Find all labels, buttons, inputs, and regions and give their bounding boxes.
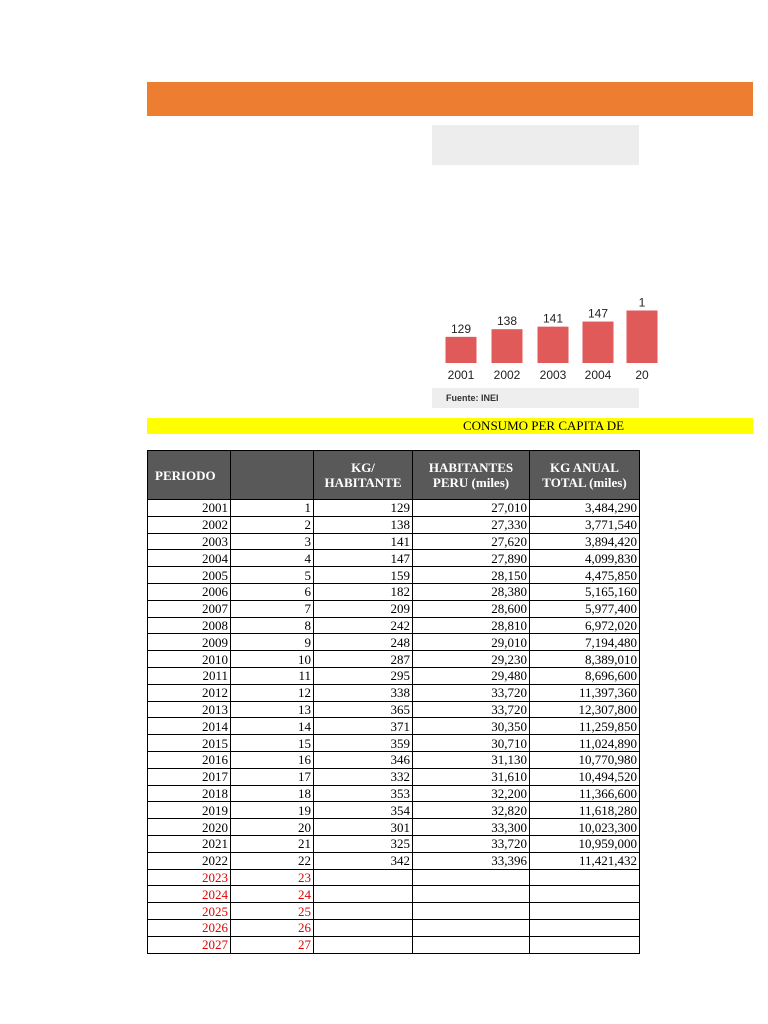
cell-habitantes: 31,130 [413,751,530,768]
cell-kg-anual: 6,972,020 [530,617,640,634]
header-line: PERIODO [155,467,216,483]
table-row [148,550,640,567]
cell-kg-anual: 4,475,850 [530,567,640,584]
chart-bar [583,322,614,363]
cell-kg-habitante: 354 [314,802,413,819]
cell-index: 3 [231,533,314,550]
cell-habitantes [413,903,530,920]
cell-kg-habitante [314,903,413,920]
chart-category-label: 2001 [447,368,475,382]
chart-category-label: 2003 [539,368,567,382]
chart-category-label: 2002 [493,368,521,382]
table-row [148,751,640,768]
cell-index: 10 [231,651,314,668]
cell-index: 21 [231,835,314,852]
cell-kg-habitante [314,919,413,936]
bar-chart-svg [432,295,649,408]
cell-habitantes [413,936,530,953]
cell-kg-habitante: 182 [314,583,413,600]
cell-periodo: 2012 [148,684,231,701]
chart-bar [446,337,477,363]
consumption-table [147,450,640,954]
cell-periodo: 2027 [148,936,231,953]
cell-periodo: 2017 [148,768,231,785]
cell-periodo: 2022 [148,852,231,869]
cell-habitantes: 27,620 [413,533,530,550]
cell-habitantes: 31,610 [413,768,530,785]
cell-periodo: 2015 [148,735,231,752]
cell-habitantes: 33,720 [413,701,530,718]
cell-kg-habitante: 332 [314,768,413,785]
table-header-row [148,451,640,500]
cell-habitantes: 33,720 [413,684,530,701]
cell-kg-anual: 10,959,000 [530,835,640,852]
chart-data-label: 1 [638,295,646,310]
cell-periodo: 2006 [148,583,231,600]
cell-index: 16 [231,751,314,768]
cell-index: 26 [231,919,314,936]
cell-habitantes: 28,380 [413,583,530,600]
cell-kg-habitante: 159 [314,567,413,584]
cell-kg-habitante: 353 [314,785,413,802]
chart-data-label: 141 [542,311,564,326]
cell-kg-anual: 8,389,010 [530,651,640,668]
table-row [148,835,640,852]
cell-kg-anual: 11,397,360 [530,684,640,701]
table-row [148,651,640,668]
cell-kg-anual [530,903,640,920]
cell-habitantes: 28,600 [413,600,530,617]
cell-habitantes: 29,010 [413,634,530,651]
cell-kg-habitante: 301 [314,819,413,836]
cell-habitantes: 27,890 [413,550,530,567]
cell-periodo: 2018 [148,785,231,802]
cell-kg-anual: 11,618,280 [530,802,640,819]
cell-kg-habitante: 138 [314,516,413,533]
cell-kg-anual: 8,696,600 [530,667,640,684]
cell-index: 25 [231,903,314,920]
table-row [148,785,640,802]
cell-kg-habitante: 129 [314,500,413,517]
cell-kg-anual: 7,194,480 [530,634,640,651]
cell-index: 13 [231,701,314,718]
cell-kg-anual: 11,024,890 [530,735,640,752]
cell-periodo: 2023 [148,869,231,886]
chart-category-label: 2004 [584,368,612,382]
table-row [148,819,640,836]
cell-kg-habitante: 209 [314,600,413,617]
table-title: CONSUMO PER CAPITA DE [463,418,625,433]
cell-habitantes: 33,396 [413,852,530,869]
cell-periodo: 2013 [148,701,231,718]
cell-habitantes: 27,330 [413,516,530,533]
table-row [148,634,640,651]
header-index [231,451,314,500]
cell-index: 18 [231,785,314,802]
cell-habitantes: 33,300 [413,819,530,836]
cell-periodo: 2026 [148,919,231,936]
cell-kg-habitante: 342 [314,852,413,869]
cell-kg-anual: 11,421,432 [530,852,640,869]
cell-periodo: 2019 [148,802,231,819]
cell-index: 1 [231,500,314,517]
table-row [148,936,640,953]
cell-periodo: 2025 [148,903,231,920]
cell-kg-anual [530,869,640,886]
cell-periodo: 2021 [148,835,231,852]
cell-periodo: 2016 [148,751,231,768]
cell-index: 6 [231,583,314,600]
cell-kg-habitante [314,869,413,886]
cell-periodo: 2003 [148,533,231,550]
cell-index: 9 [231,634,314,651]
cell-kg-habitante: 346 [314,751,413,768]
cell-kg-anual: 3,484,290 [530,500,640,517]
table-row [148,886,640,903]
cell-habitantes: 28,150 [413,567,530,584]
cell-habitantes: 30,710 [413,735,530,752]
chart-source-note: Fuente: INEI [446,393,499,403]
chart-data-label: 147 [587,306,609,321]
cell-kg-anual: 11,259,850 [530,718,640,735]
cell-index: 23 [231,869,314,886]
cell-habitantes: 32,820 [413,802,530,819]
table-row [148,735,640,752]
table-row [148,869,640,886]
cell-index: 11 [231,667,314,684]
table-row [148,701,640,718]
table-row [148,718,640,735]
header-kg-anual [530,451,640,500]
header-line: TOTAL (miles) [542,475,627,490]
cell-periodo: 2014 [148,718,231,735]
chart-data-label: 138 [496,314,518,329]
cell-habitantes: 29,230 [413,651,530,668]
cell-kg-anual: 12,307,800 [530,701,640,718]
header-kg-habitante [314,451,413,500]
cell-periodo: 2010 [148,651,231,668]
cell-kg-anual: 3,894,420 [530,533,640,550]
cell-index: 24 [231,886,314,903]
cell-kg-habitante [314,886,413,903]
cell-periodo: 2009 [148,634,231,651]
embedded-bar-chart [432,295,649,408]
cell-kg-anual: 11,366,600 [530,785,640,802]
cell-kg-anual: 10,494,520 [530,768,640,785]
cell-habitantes: 29,480 [413,667,530,684]
cell-index: 27 [231,936,314,953]
cell-index: 17 [231,768,314,785]
cell-kg-anual: 3,771,540 [530,516,640,533]
cell-kg-habitante: 147 [314,550,413,567]
cell-habitantes: 32,200 [413,785,530,802]
header-line: PERU (miles) [432,475,510,490]
cell-periodo: 2004 [148,550,231,567]
cell-periodo: 2002 [148,516,231,533]
table-row [148,903,640,920]
cell-periodo: 2008 [148,617,231,634]
table-row [148,583,640,600]
header-periodo [148,451,231,500]
cell-habitantes [413,869,530,886]
cell-kg-anual: 4,099,830 [530,550,640,567]
cell-index: 14 [231,718,314,735]
cell-kg-habitante: 365 [314,701,413,718]
cell-index: 22 [231,852,314,869]
cell-habitantes [413,886,530,903]
cell-kg-habitante: 338 [314,684,413,701]
table-row [148,600,640,617]
table-row [148,617,640,634]
cell-periodo: 2011 [148,667,231,684]
header-habitantes [413,451,530,500]
cell-index: 4 [231,550,314,567]
chart-category-label: 20 [635,368,649,382]
cell-kg-habitante: 248 [314,634,413,651]
table-row [148,567,640,584]
chart-bar [627,311,658,364]
cell-kg-habitante: 242 [314,617,413,634]
table-row [148,500,640,517]
cell-kg-habitante: 325 [314,835,413,852]
cell-index: 7 [231,600,314,617]
chart-data-label: 129 [450,321,472,336]
cell-habitantes: 33,720 [413,835,530,852]
cell-periodo: 2024 [148,886,231,903]
cell-kg-anual [530,886,640,903]
cell-kg-habitante: 141 [314,533,413,550]
cell-periodo: 2001 [148,500,231,517]
table-row [148,684,640,701]
table-row [148,667,640,684]
cell-kg-habitante: 371 [314,718,413,735]
header-line: HABITANTES [428,460,514,475]
table-row [148,516,640,533]
cell-kg-habitante: 287 [314,651,413,668]
orange-header-bar [147,82,753,116]
cell-kg-anual: 5,977,400 [530,600,640,617]
cell-index: 8 [231,617,314,634]
cell-index: 15 [231,735,314,752]
yellow-title-clip [147,418,639,434]
cell-index: 19 [231,802,314,819]
cell-kg-anual [530,936,640,953]
table-row [148,768,640,785]
header-line: KG/ [351,460,375,475]
cell-habitantes: 28,810 [413,617,530,634]
cell-habitantes [413,919,530,936]
cell-kg-anual: 10,023,300 [530,819,640,836]
cell-kg-anual [530,919,640,936]
chart-bar [538,327,569,363]
table-row [148,919,640,936]
cell-kg-habitante: 295 [314,667,413,684]
cell-kg-anual: 5,165,160 [530,583,640,600]
gray-placeholder-box [432,125,639,165]
chart-bar [492,329,523,363]
cell-habitantes: 27,010 [413,500,530,517]
cell-index: 12 [231,684,314,701]
cell-habitantes: 30,350 [413,718,530,735]
table-row [148,802,640,819]
header-line: HABITANTE [324,475,402,490]
header-line: KG ANUAL [550,460,619,475]
cell-kg-habitante [314,936,413,953]
table-row [148,852,640,869]
cell-kg-anual: 10,770,980 [530,751,640,768]
cell-index: 2 [231,516,314,533]
cell-periodo: 2020 [148,819,231,836]
cell-periodo: 2005 [148,567,231,584]
cell-periodo: 2007 [148,600,231,617]
table-row [148,533,640,550]
cell-index: 5 [231,567,314,584]
cell-kg-habitante: 359 [314,735,413,752]
cell-index: 20 [231,819,314,836]
